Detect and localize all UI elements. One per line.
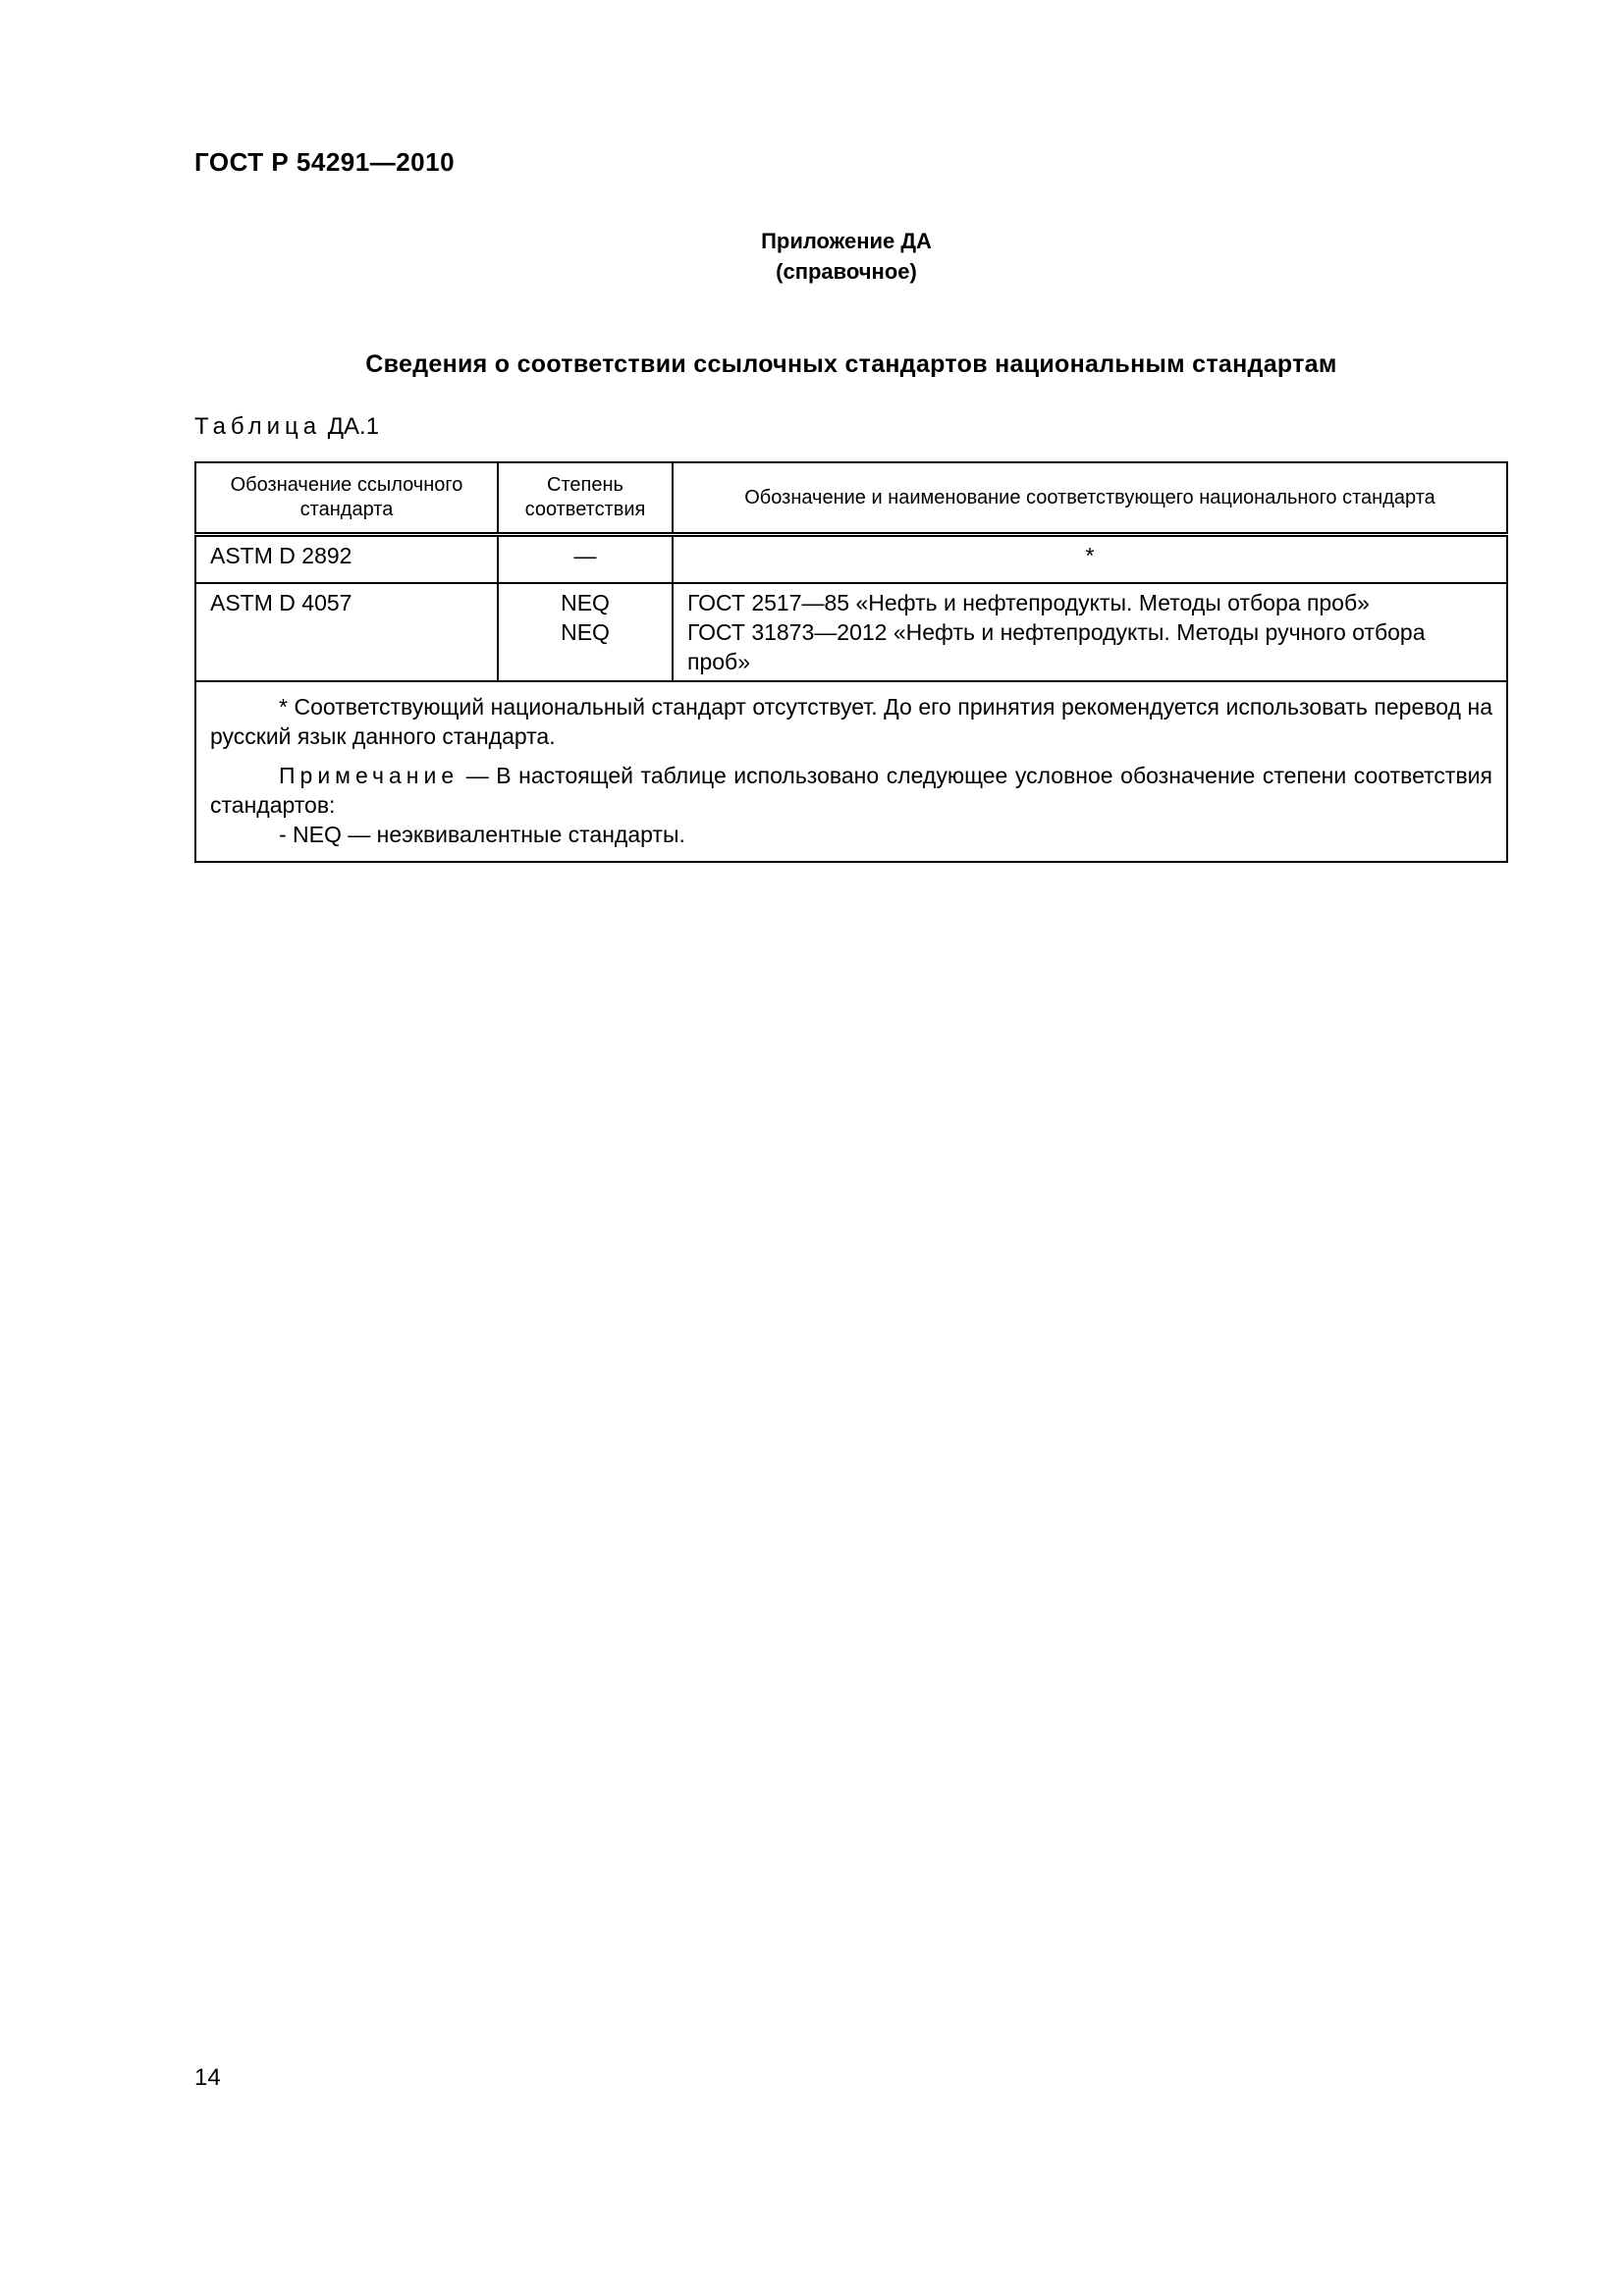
section-title: Сведения о соответствии ссылочных стандартов национальным стандартам — [365, 350, 1337, 378]
cell-national-line: ГОСТ 31873—2012 «Нефть и нефтепродукты. Методы ручного отбора проб» — [687, 619, 1426, 674]
table-header-row — [195, 462, 1507, 535]
cell-degree-line: NEQ — [561, 619, 610, 645]
table-row — [195, 535, 1507, 584]
cell-degree — [498, 583, 673, 681]
cell-reference: ASTM D 2892 — [195, 535, 498, 584]
table-row — [195, 583, 1507, 681]
note-text: — В настоящей таблице использовано следующее условное обозначение степени соответствия стандартов: — [210, 763, 1492, 818]
cell-national: * — [673, 535, 1507, 584]
footnote-text: * Соответствующий национальный стандарт отсутствует. До его принятия рекомендуется использовать перевод на русский язык данного стандарта. — [210, 694, 1492, 749]
table-caption — [194, 413, 379, 441]
header-reference-designation: Обозначение ссылочного стандарта — [195, 462, 498, 535]
table-footnote-row — [195, 681, 1507, 862]
table-caption-number: ДА.1 — [327, 413, 380, 440]
cell-degree-line: NEQ — [561, 590, 610, 615]
page-number: 14 — [194, 2064, 221, 2091]
header-national-standard: Обозначение и наименование соответствующего национального стандарта — [673, 462, 1507, 535]
note-label: Примечание — [279, 763, 460, 788]
appendix-heading — [0, 226, 1624, 287]
note-item: - NEQ — неэквивалентные стандарты. — [279, 822, 685, 847]
document-code: ГОСТ Р 54291—2010 — [194, 147, 456, 177]
cell-reference: ASTM D 4057 — [195, 583, 498, 681]
cell-national — [673, 583, 1507, 681]
appendix-subtitle: (справочное) — [776, 259, 917, 284]
note-paragraph — [210, 761, 1492, 820]
appendix-title: Приложение ДА — [761, 229, 932, 253]
footnote-cell — [195, 681, 1507, 862]
header-degree: Степень соответствия — [498, 462, 673, 535]
cell-national-line: ГОСТ 2517—85 «Нефть и нефтепродукты. Методы отбора проб» — [687, 590, 1370, 615]
correspondence-table — [194, 461, 1508, 863]
cell-degree: — — [498, 535, 673, 584]
table-caption-word: Таблица — [194, 413, 322, 440]
